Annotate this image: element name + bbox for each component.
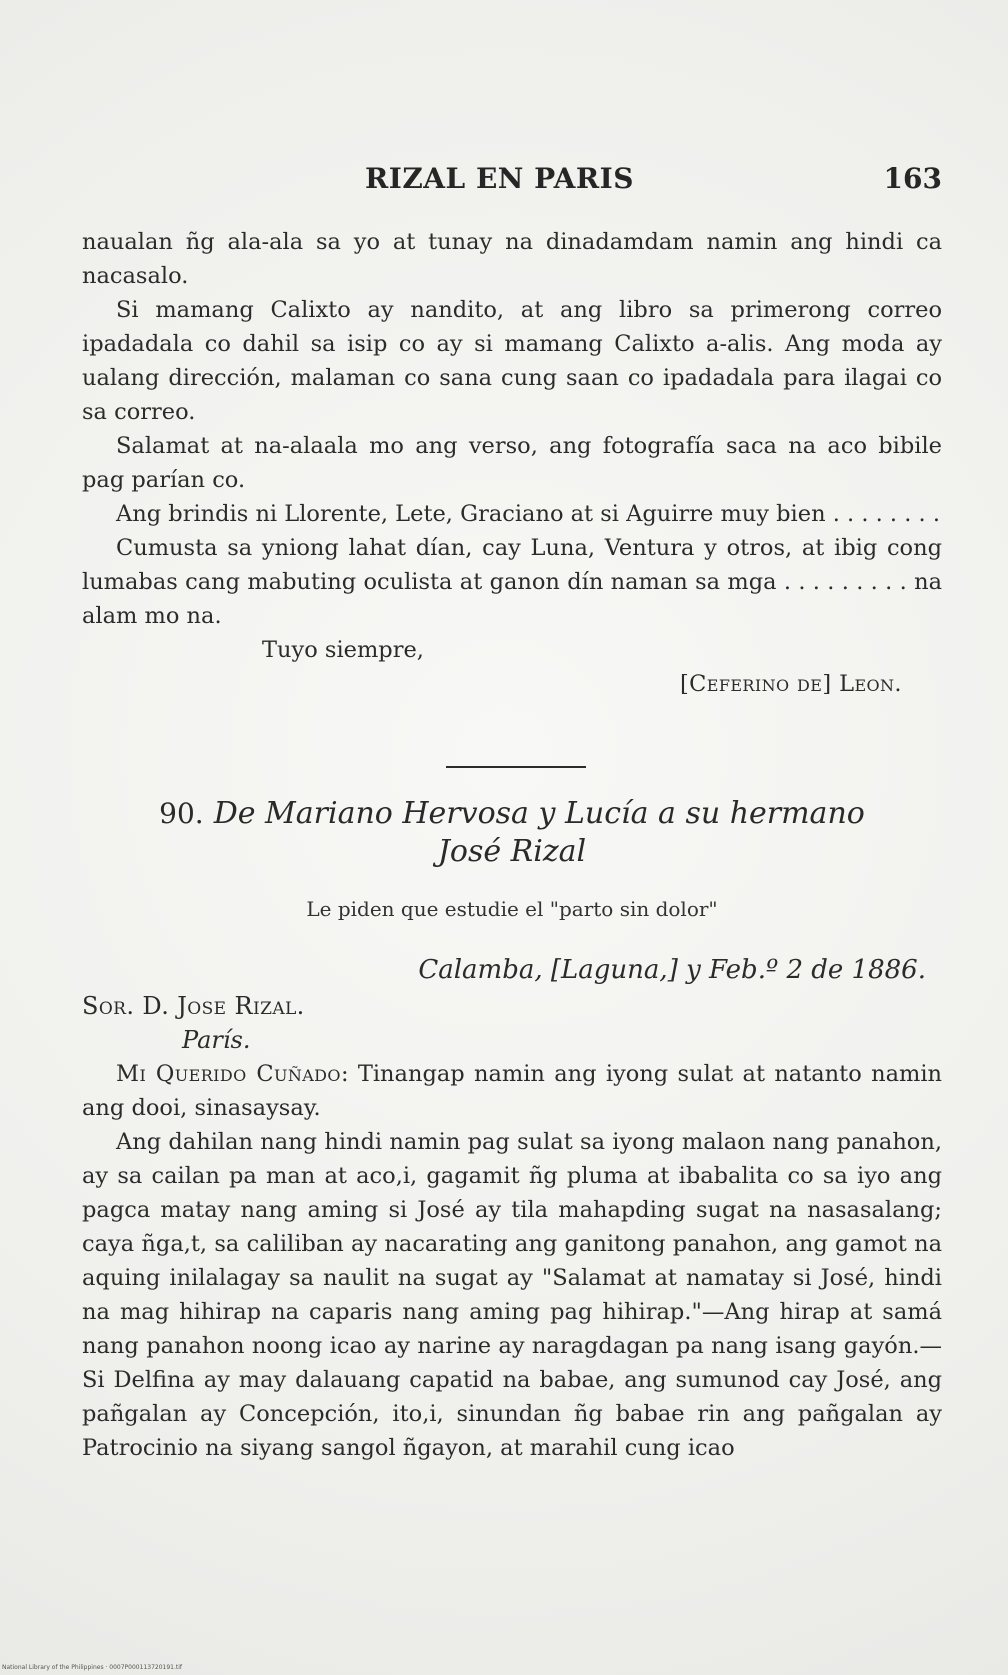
letter-paragraph: Ang brindis ni Llorente, Lete, Graciano at si Aguirre muy bien . . . . . . . . (116, 501, 940, 527)
signature: [Ceferino de] Leon. (679, 671, 902, 697)
page-header (82, 162, 942, 202)
letter-title (82, 795, 942, 871)
letter-90-body (82, 1057, 942, 1465)
letter-number: 90. (159, 797, 204, 830)
letter-title-line-2: José Rizal (437, 834, 587, 869)
page-number: 163 (883, 162, 942, 195)
letter-subtitle: Le piden que estudie el "parto sin dolor" (306, 897, 718, 921)
salutation: Mi Querido Cuñado (116, 1061, 341, 1087)
letter-paragraph: Si mamang Calixto ay nandito, at ang libro sa primerong correo ipadadala co dahil sa isip co ay si mamang Calixto a-alis. Ang moda ay ualang dirección, malaman co sana cung saan co ipadadala para ilagai co sa correo. (82, 297, 942, 425)
dateline: Calamba, [Laguna,] y Feb.º 2 de 1886. (418, 955, 926, 985)
addressee-block (82, 989, 942, 1057)
scan-credit: National Library of the Philippines · 0007P000113720191.tif (2, 1664, 183, 1671)
section-divider (446, 766, 586, 768)
addressee-name: Sor. D. Jose Rizal. (82, 992, 305, 1020)
letter-paragraph: Ang dahilan nang hindi namin pag sulat sa iyong malaon nang panahon, ay sa cailan pa man at aco,i, gagamit ñg pluma at ibabalita co sa iyo ang pagca matay nang aming si José ay tila mahapding sugat na nasasalang; caya ñga,t, sa caliliban ay nacarating ang ganitong panahon, ang gamot na aquing inilalagay sa naulit na sugat ay "Salamat at namatay si José, hindi na mag hihirap na caparis nang aming pag hihirap."—Ang hirap at samá nang panahon noong icao ay narine ay naragdagan pa nang isang gayón.—Si Delfina ay may dalauang capatid na babae, ang sumunod cay José, ang pañgalan ay Concepción, ito,i, sinundan ñg babae rin ang pañgalan ay Patrocinio na siyang sangol ñgayon, at marahil cung icao (82, 1129, 942, 1461)
salutation-paragraph (82, 1057, 942, 1125)
running-title: RIZAL EN PARIS (365, 162, 634, 195)
letter-title-line-1 (82, 795, 942, 833)
previous-letter-body (82, 225, 942, 701)
letter-paragraph: Salamat at na-alaala mo ang verso, ang fotografía saca na aco bibile pag parían co. (82, 433, 942, 493)
letter-paragraph: Cumusta sa yniong lahat dían, cay Luna, Ventura y otros, at ibig cong lumabas cang mabuting oculista at ganon dín naman sa mga . . . . . . . . . na alam mo na. (82, 535, 942, 629)
closing-line: Tuyo siempre, (262, 637, 424, 663)
opening-text: : Tinangap namin ang iyong sulat at natanto namin ang dooi, sinasaysay. (82, 1061, 943, 1121)
letter-title-text: De Mariano Hervosa y Lucía a su hermano (213, 796, 865, 831)
letter-paragraph: naualan ñg ala-ala sa yo at tunay na dinadamdam namin ang hindi ca nacasalo. (82, 229, 942, 289)
addressee-city: París. (182, 1026, 251, 1054)
